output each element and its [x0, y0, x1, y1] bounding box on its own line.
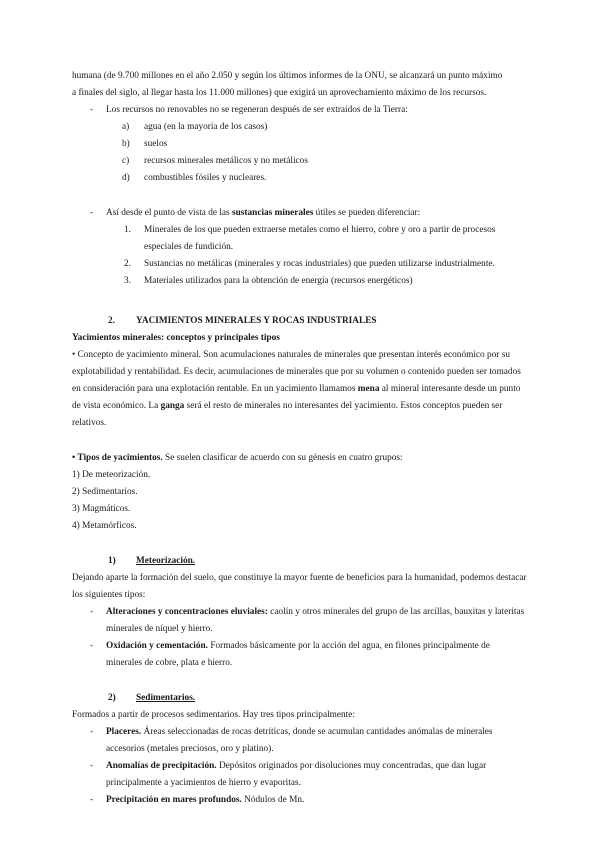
- nonrenewable-list: [72, 119, 528, 187]
- meteorizacion-intro: Dejando aparte la formación del suelo, que constituye la mayor fuente de beneficios para la humanidad, podemos destacar los siguientes tipos:: [72, 573, 527, 600]
- mineral-substances-pre: Así desde el punto de vista de las: [106, 208, 232, 218]
- list-text: recursos minerales metálicos y no metálicos: [144, 156, 308, 166]
- sedimentarios-heading: [72, 690, 528, 707]
- list-label: d): [122, 173, 130, 183]
- list-text: Sustancias no metálicas (minerales y rocas industriales) que pueden utilizarse industrialmente.: [144, 259, 495, 269]
- item-bold: Oxidación y cementación.: [106, 641, 208, 651]
- intro-paragraph: [72, 68, 528, 102]
- meteorizacion-number: 1): [108, 556, 116, 566]
- concept-text-2: al mineral interesante desde un punto de vista económico. La: [72, 384, 521, 411]
- dash-bullet: -: [90, 727, 94, 737]
- concept-text-1: • Concepto de yacimiento mineral. Son acumulaciones naturales de minerales que presentan interés económico por su explotabilidad y rentabilidad. Es decir, acumulaciones de minerales que por su volumen o contenido pueden ser tomados en consideración para una explotación rentable. En un yacimiento llamamos: [72, 350, 521, 394]
- item-bold: Alteraciones y concentraciones eluviales:: [106, 607, 268, 617]
- meteorizacion-heading: [72, 553, 528, 570]
- list-item: [72, 792, 528, 809]
- list-item: [122, 170, 528, 187]
- type-item: 3) Magmáticos.: [72, 504, 131, 514]
- ganga-term: ganga: [160, 401, 185, 411]
- dash-bullet: -: [90, 641, 94, 651]
- type-item: 2) Sedimentarios.: [72, 487, 138, 497]
- list-text: combustibles fósiles y nucleares.: [144, 173, 267, 183]
- concept-text-3: será el resto de minerales no interesantes del yacimiento. Estos conceptos pueden ser relativos.: [72, 401, 503, 428]
- mineral-substances-bold: sustancias minerales: [232, 208, 314, 218]
- list-item: [124, 273, 528, 290]
- list-item: [122, 136, 528, 153]
- mineral-substances-list: [72, 222, 528, 290]
- list-item: [72, 724, 528, 758]
- item-bold: Precipitación en mares profundos.: [106, 795, 242, 805]
- mineral-substances-post: útiles se pueden diferenciar:: [313, 208, 421, 218]
- list-item: [122, 153, 528, 170]
- sedimentarios-number: 2): [108, 693, 116, 703]
- list-item: [72, 758, 528, 792]
- list-item: [122, 119, 528, 136]
- list-text: agua (en la mayoría de los casos): [144, 122, 268, 132]
- sedimentarios-intro: Formados a partir de procesos sedimentarios. Hay tres tipos principalmente:: [72, 710, 355, 720]
- section-title: YACIMIENTOS MINERALES Y ROCAS INDUSTRIALES: [136, 316, 377, 326]
- item-text: caolín y otros minerales del grupo de las arcillas, bauxitas y lateritas minerales de níquel y hierro.: [106, 607, 525, 634]
- list-item: [72, 638, 528, 672]
- list-item: [124, 222, 528, 256]
- dash-bullet: -: [90, 607, 94, 617]
- item-text: Formados básicamente por la acción del agua, en filones principalmente de minerales de cobre, plata e hierro.: [106, 641, 490, 668]
- types-bold: • Tipos de yacimientos.: [72, 453, 163, 463]
- item-text: Áreas seleccionadas de rocas detríticas, donde se acumulan cantidades anómalas de minerales accesorios (metales preciosos, oro y platino).: [106, 727, 493, 754]
- type-item: 4) Metamórficos.: [72, 521, 137, 531]
- intro-line-1: humana (de 9.700 millones en el año 2.050 y según los últimos informes de la ONU, se alcanzará un punto máximo: [72, 71, 503, 81]
- list-label: 2.: [124, 259, 131, 269]
- list-text: Minerales de los que pueden extraerse metales como el hierro, cobre y oro a partir de procesos especiales de fundición.: [144, 225, 496, 252]
- dash-bullet: -: [90, 105, 94, 115]
- sedimentarios-title: Sedimentarios.: [136, 693, 196, 703]
- list-text: suelos: [144, 139, 168, 149]
- dash-bullet: -: [90, 795, 94, 805]
- section-heading: [72, 313, 528, 330]
- item-text: Nódulos de Mn.: [241, 795, 305, 805]
- mena-term: mena: [357, 384, 380, 394]
- list-label: a): [122, 122, 130, 132]
- list-label: 3.: [124, 276, 131, 286]
- types-text: Se suelen clasificar de acuerdo con su génesis en cuatro grupos:: [162, 453, 403, 463]
- nonrenewable-item: [72, 102, 528, 119]
- list-text: Materiales utilizados para la obtención de energía (recursos energéticos): [144, 276, 413, 286]
- dash-bullet: -: [90, 208, 94, 218]
- types-paragraph: [72, 450, 528, 467]
- intro-line-2: a finales del siglo, al llegar hasta los 11.000 millones) que exigirá un aprovechamiento máximo de los recursos.: [72, 88, 487, 98]
- item-text: Depósitos originados por disoluciones muy concentradas, que dan lugar principalmente a yacimientos de hierro y evaporitas.: [106, 761, 487, 788]
- list-item: [124, 256, 528, 273]
- type-item: 1) De meteorización.: [72, 470, 151, 480]
- section-number: 2.: [108, 316, 115, 326]
- list-label: 1.: [124, 225, 131, 235]
- dash-bullet: -: [90, 761, 94, 771]
- list-label: c): [122, 156, 130, 166]
- item-bold: Anomalías de precipitación.: [106, 761, 217, 771]
- meteorizacion-title: Meteorización.: [136, 556, 196, 566]
- list-item: [72, 604, 528, 638]
- mineral-substances-item: [72, 205, 528, 222]
- concept-paragraph: [72, 347, 528, 432]
- nonrenewable-text: Los recursos no renovables no se regeneran después de ser extraídos de la Tierra:: [106, 105, 408, 115]
- page-content: [72, 68, 528, 809]
- item-bold: Placeres.: [106, 727, 142, 737]
- list-label: b): [122, 139, 130, 149]
- section-subtitle: Yacimientos minerales: conceptos y principales tipos: [72, 333, 280, 343]
